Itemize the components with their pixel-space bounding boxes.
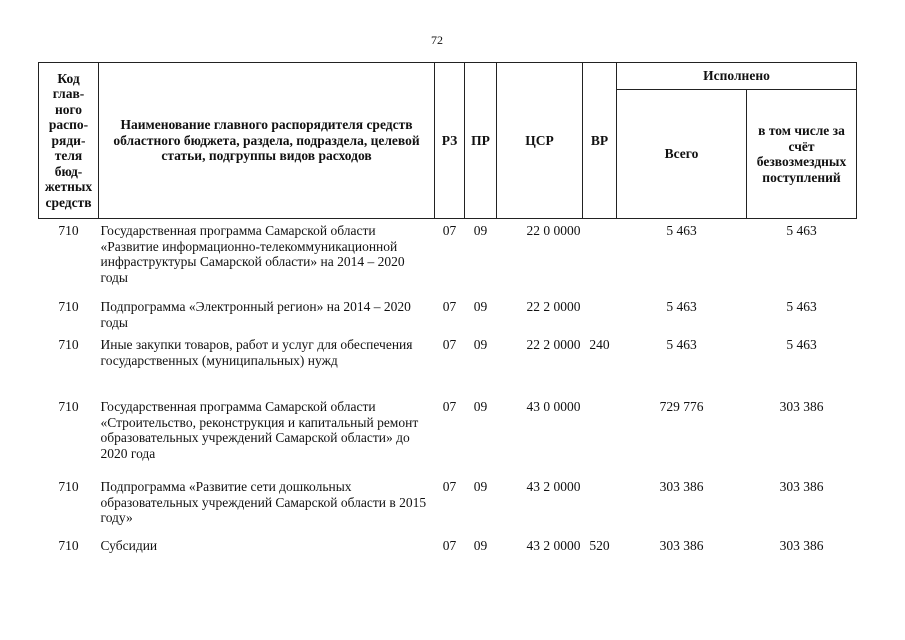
cell-rz: 07 [442, 337, 457, 352]
cell-total: 303 386 [659, 538, 704, 553]
cell-total: 729 776 [659, 399, 704, 414]
table-row [39, 337, 857, 399]
table-row [39, 479, 857, 538]
cell-total: 5 463 [666, 337, 697, 352]
cell-pr: 09 [473, 538, 488, 553]
cell-total: 5 463 [666, 223, 697, 238]
cell-csr: 43 0 0000 [526, 399, 581, 414]
cell-rz: 07 [442, 479, 457, 494]
cell-code: 710 [58, 299, 79, 314]
table-row [39, 538, 857, 560]
cell-code: 710 [58, 399, 79, 414]
cell-csr: 43 2 0000 [526, 479, 581, 494]
cell-vr [583, 219, 617, 300]
table-row [39, 219, 857, 300]
cell-pr: 09 [473, 399, 488, 414]
cell-vr [583, 479, 617, 538]
cell-name: Субсидии [100, 538, 158, 553]
header-vr: ВР [583, 63, 617, 219]
header-rz: РЗ [435, 63, 465, 219]
cell-total: 303 386 [659, 479, 704, 494]
cell-csr: 22 2 0000 [526, 337, 581, 352]
cell-total: 5 463 [666, 299, 697, 314]
cell-csr: 43 2 0000 [526, 538, 581, 553]
cell-name: Иные закупки товаров, работ и услуг для обеспечения государственных (муниципальных) нужд [100, 337, 413, 368]
cell-vr: 520 [589, 538, 610, 553]
cell-name: Государственная программа Самарской области «Развитие информационно-телекоммуникационной инфраструктуры Самарской области» на 2014 – 2020 годы [100, 223, 405, 285]
cell-pr: 09 [473, 223, 488, 238]
table-row [39, 299, 857, 337]
cell-csr: 22 2 0000 [526, 299, 581, 314]
cell-rz: 07 [442, 399, 457, 414]
cell-free: 5 463 [786, 337, 817, 352]
cell-rz: 07 [442, 538, 457, 553]
cell-code: 710 [58, 538, 79, 553]
header-name: Наименование главного распорядителя средств областного бюджета, раздела, подраздела, целевой статьи, подгруппы видов расходов [99, 63, 435, 219]
cell-free: 303 386 [779, 538, 824, 553]
cell-pr: 09 [473, 337, 488, 352]
cell-name: Подпрограмма «Развитие сети дошкольных образовательных учреждений Самарской области в 2015 году» [100, 479, 427, 525]
cell-name: Подпрограмма «Электронный регион» на 2014 – 2020 годы [100, 299, 411, 330]
header-code: Код глав-ного распо-ряди-теля бюд-жетных средств [39, 63, 99, 219]
cell-free: 303 386 [779, 479, 824, 494]
page-number: 72 [431, 33, 443, 47]
cell-code: 710 [58, 223, 79, 238]
header-total: Всего [617, 90, 747, 219]
header-free: в том числе за счёт безвозмездных поступлений [747, 90, 857, 219]
cell-free: 5 463 [786, 299, 817, 314]
cell-free: 5 463 [786, 223, 817, 238]
cell-code: 710 [58, 479, 79, 494]
cell-name: Государственная программа Самарской области «Строительство, реконструкция и капитальный ремонт образовательных учреждений Самарской области» до 2020 года [100, 399, 419, 461]
cell-vr [583, 299, 617, 337]
cell-code: 710 [58, 337, 79, 352]
budget-table [38, 62, 857, 560]
header-pr: ПР [465, 63, 497, 219]
cell-csr: 22 0 0000 [526, 223, 581, 238]
cell-vr: 240 [589, 337, 610, 352]
cell-free: 303 386 [779, 399, 824, 414]
table-row [39, 399, 857, 479]
cell-vr [583, 399, 617, 479]
cell-rz: 07 [442, 299, 457, 314]
cell-rz: 07 [442, 223, 457, 238]
cell-pr: 09 [473, 479, 488, 494]
header-executed: Исполнено [617, 63, 857, 90]
header-csr: ЦСР [497, 63, 583, 219]
cell-pr: 09 [473, 299, 488, 314]
